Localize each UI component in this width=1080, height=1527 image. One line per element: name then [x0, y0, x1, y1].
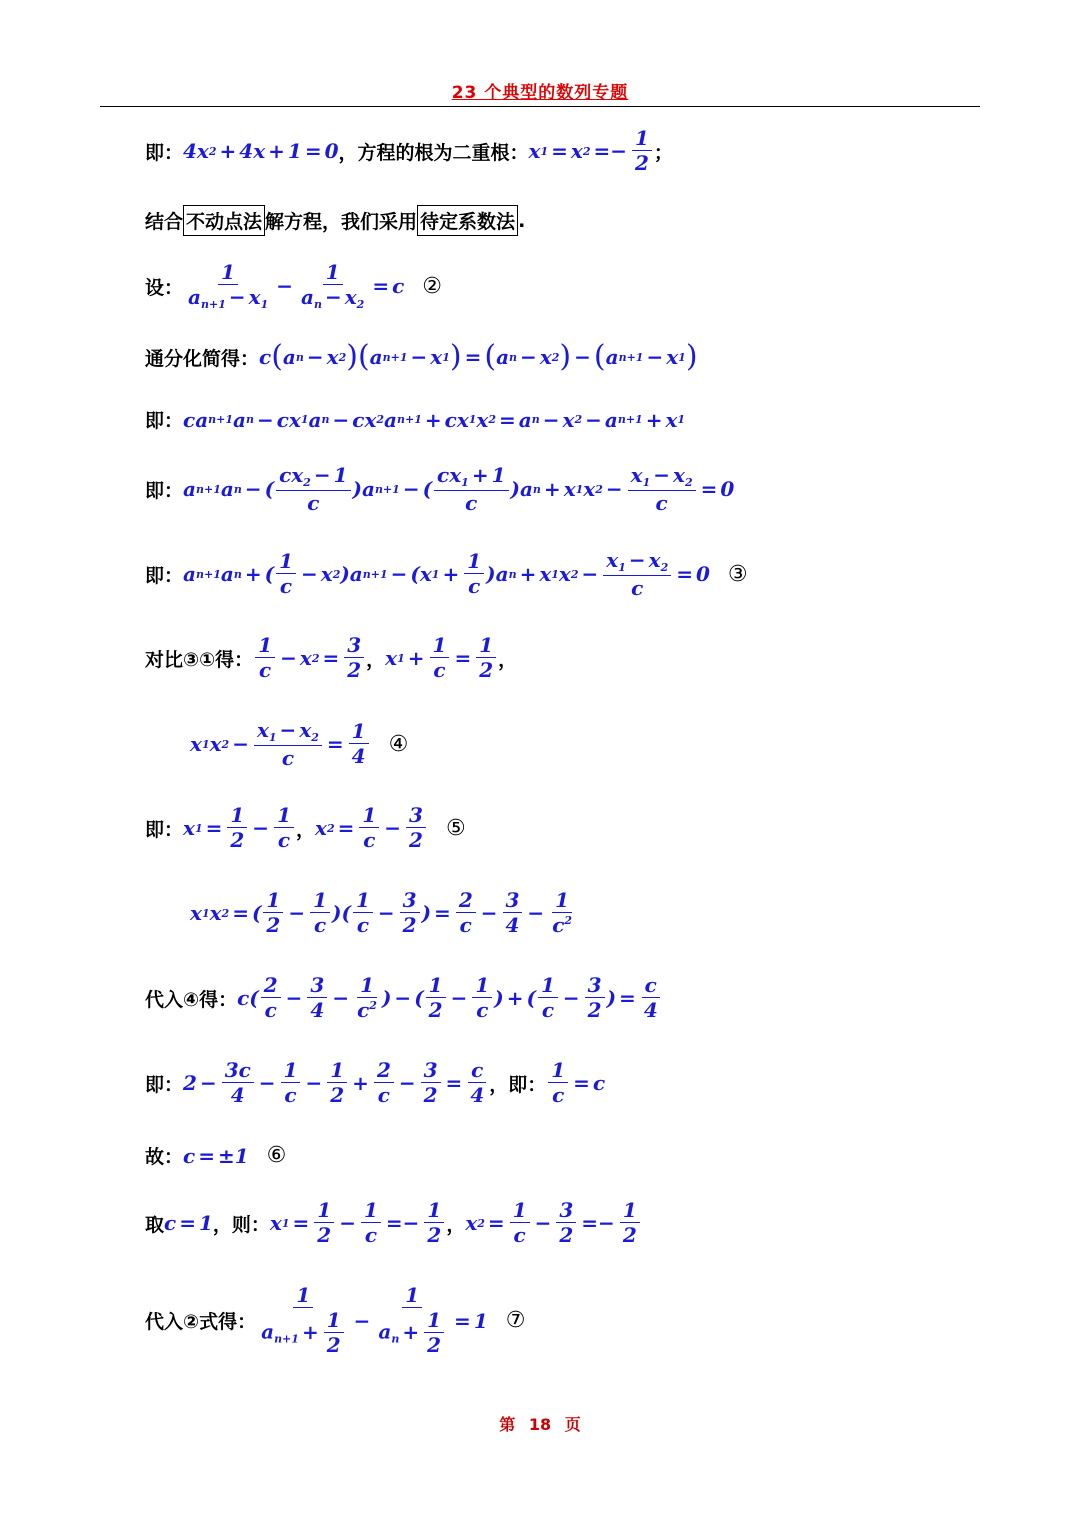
equation: x 1 = $\frac{1}{2}$ − $\frac{1}{c}$	[183, 805, 296, 851]
equation: 2 − $\frac{3c}{4}$ − $\frac{1}{c}$ − $\frac{1}{2}$ + $\frac{2}{c}$ − $\frac{3}{2}$ = $\frac{c}{4}$	[183, 1060, 489, 1106]
line-substitute-2	[145, 1285, 525, 1356]
label: 即：	[145, 818, 184, 841]
equation: ca n+1 a n − cx 1 a n − cx 2 a n+1 + cx 1 x 2 = a n − x 2 − a n+1 + x 1	[183, 407, 686, 432]
page-number: 第 18 页	[499, 1415, 581, 1434]
page-header-title: 23 个典型的数列专题	[451, 83, 629, 103]
label: .	[518, 209, 526, 232]
line-divide-c	[145, 465, 734, 514]
boxed-term: 不动点法	[183, 205, 265, 236]
line-product	[190, 890, 577, 936]
label: 对比③①得：	[145, 648, 254, 671]
label: 代入④得：	[145, 988, 238, 1011]
equation: x 2 = $\frac{1}{c}$ − $\frac{3}{2}$	[315, 805, 428, 851]
equation: x 1 + $\frac{1}{c}$ = $\frac{1}{2}$	[385, 635, 498, 681]
line-simplify	[145, 1060, 605, 1106]
line-rearrange	[145, 550, 748, 599]
equation: $\frac{1}{c}$ − x 2 = $\frac{3}{2}$	[253, 635, 366, 681]
equation: c = 1	[164, 1211, 213, 1235]
line-substitute-4	[145, 975, 663, 1021]
label: ，则：	[212, 1213, 270, 1236]
eq-mark-2: ②	[422, 273, 442, 299]
line-method	[145, 205, 525, 236]
equation: $\frac{1}{a_{n+1} - x_1}$ − $\frac{1}{a_n - x_2}$ = c	[188, 260, 405, 311]
line-common-denominator	[145, 339, 698, 374]
label: 通分化简得：	[145, 347, 260, 370]
equation: 1 $a_{n+1}$ + $\frac{1}{2}$ − 1 $a_n$ + $\frac{1}{2}$ = 1	[261, 1283, 488, 1357]
equation: a n+1 a n − ( $\frac{cx_2 - 1}{c}$ )a n+1 − ( $\frac{cx_1 + 1}{c}$ )a n + x 1 x 2 − $\frac{x_1 - x_2}{c}$ = 0	[183, 463, 735, 515]
eq-mark-3: ③	[727, 561, 748, 587]
line-expand	[145, 406, 685, 433]
eq-mark-5: ⑤	[445, 815, 466, 841]
eq-mark-6: ⑥	[266, 1143, 287, 1168]
equation: 4x 2 + 4x + 1 = 0	[183, 139, 339, 163]
equation: c = ±1	[183, 1143, 249, 1168]
label: 即：	[145, 410, 184, 432]
equation: x 1 = x 2 =− $\frac{1}{2}$	[529, 128, 654, 174]
equation: a n+1 a n + ( $\frac{1}{c}$ − x 2 )a n+1 − (x 1 + $\frac{1}{c}$ )a n + x 1 x 2 − $\frac{x_1 - x_2}{c}$ = 0	[183, 548, 710, 600]
line-compare: 对比③①得： $\frac{1}{c}$ − x 2 = $\frac{3}{2}$ ， x 1 + $\frac{1}{c}$ = $\frac{1}{2}$ ，	[145, 633, 518, 682]
label: 即：	[145, 564, 184, 587]
line-assume	[145, 262, 442, 311]
label: 取	[145, 1213, 165, 1236]
label: 结合	[145, 211, 184, 233]
line-quadratic: 即： 4x 2 + 4x + 1 = 0 ，方程的根为二重根： x 1 = x 2 =− $\frac{1}{2}$ ；	[145, 126, 673, 175]
equation: c( $\frac{2}{c}$ − $\frac{3}{4}$ − $\frac{1}{c^2}$ ) − ( $\frac{1}{2}$ − $\frac{1}{c}$ ) + ( $\frac{1}{c}$ − $\frac{3}{2}$ ) = $\frac{c}{4}$	[237, 975, 663, 1021]
equation: x 1 x 2 = ( $\frac{1}{2}$ − $\frac{1}{c}$ )( $\frac{1}{c}$ − $\frac{3}{2}$ ) = $\frac{2}{c}$ − $\frac{3}{4}$ − $\frac{1}{c^2}$	[190, 888, 573, 937]
eq-mark-4: ④	[388, 731, 409, 757]
boxed-term: 待定系数法	[417, 205, 518, 236]
eq-mark-7: ⑦	[505, 1308, 526, 1333]
label: 即：	[145, 479, 184, 502]
equation: $\frac{1}{c}$ = c	[546, 1060, 605, 1106]
label: 即：	[145, 1073, 184, 1096]
label: 设：	[145, 276, 184, 299]
header-rule	[100, 106, 980, 107]
line-take-c1: 取 c = 1 ，则： x 1 = $\frac{1}{2}$ − $\frac{1}{c}$ =− $\frac{1}{2}$ ， x 2 = $\frac{1}{c}$ − $\frac{3}{2}$ =− $\frac{1}{2}$	[145, 1200, 642, 1246]
label: 解方程，我们采用	[265, 211, 418, 233]
equation: x 1 x 2 − $\frac{x_1 - x_2}{c}$ = $\frac{1}{4}$	[190, 720, 371, 769]
label: 故：	[145, 1146, 184, 1168]
line-conclusion-c	[145, 1142, 286, 1169]
line-product-condition	[190, 720, 408, 769]
equation: x 2 = $\frac{1}{c}$ − $\frac{3}{2}$ =− $\frac{1}{2}$	[465, 1200, 641, 1246]
label: 即：	[145, 141, 184, 164]
label: ，即：	[489, 1073, 547, 1096]
label: 代入②式得：	[145, 1311, 257, 1333]
line-roots: 即： x 1 = $\frac{1}{2}$ − $\frac{1}{c}$ ， x 2 = $\frac{1}{c}$ − $\frac{3}{2}$ ⑤	[145, 803, 466, 852]
equation: c ( a n − x 2 )( a n+1 − x 1 ) = ( a n − x 2 ) − ( a n+1 − x 1 )	[259, 339, 698, 374]
equation: x 1 = $\frac{1}{2}$ − $\frac{1}{c}$ =− $\frac{1}{2}$	[270, 1200, 446, 1246]
label: ，方程的根为二重根：	[338, 141, 529, 164]
